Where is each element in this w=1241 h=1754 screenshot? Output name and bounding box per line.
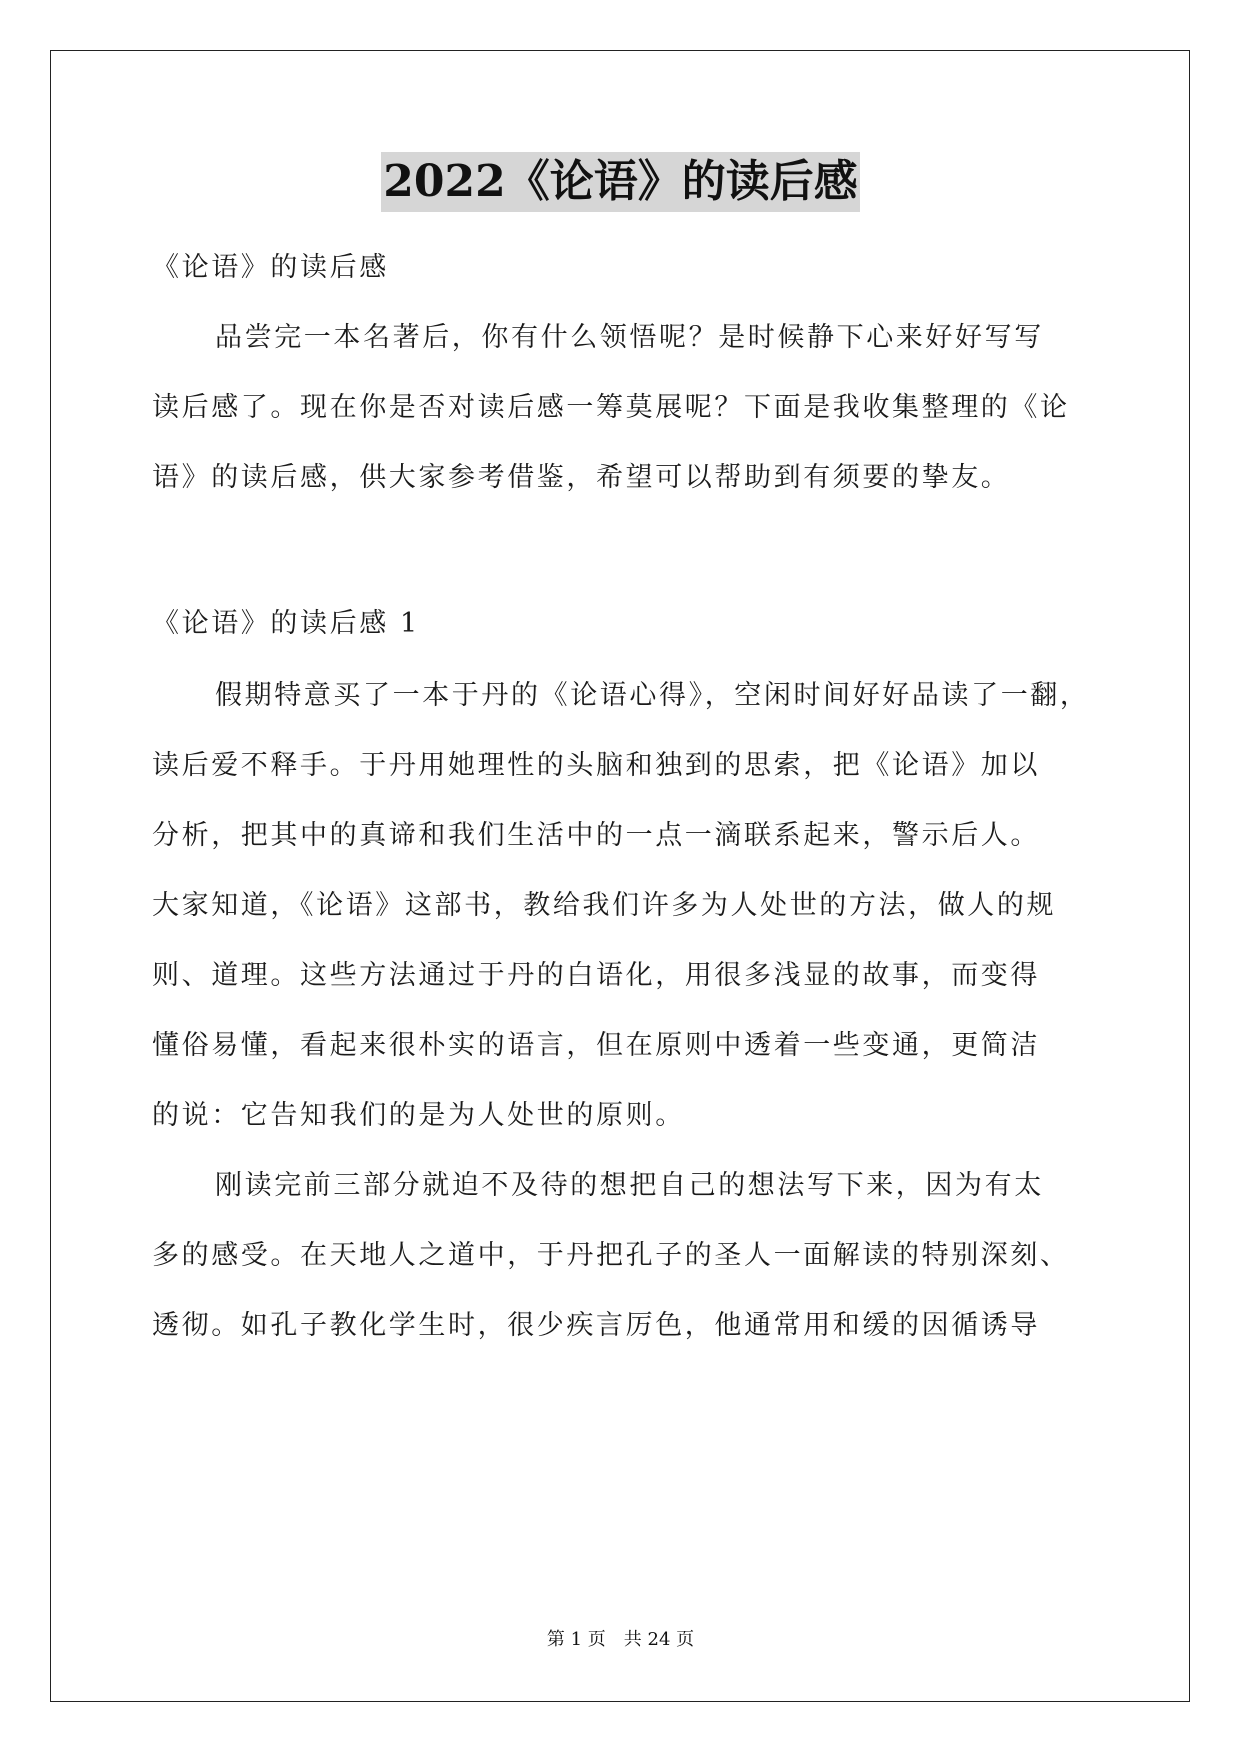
body-line: 分析，把其中的真谛和我们生活中的一点一滴联系起来，警示后人。 — [152, 820, 1040, 851]
title-container — [0, 152, 1241, 212]
page-border — [50, 50, 1190, 1702]
body-line: 则、道理。这些方法通过于丹的白语化，用很多浅显的故事，而变得 — [152, 960, 1040, 991]
subtitle-line: 《论语》的读后感 — [152, 252, 389, 283]
body-line: 大家知道，《论语》这部书，教给我们许多为人处世的方法，做人的规 — [152, 890, 1057, 921]
body-line: 读后感了。现在你是否对读后感一筹莫展呢？下面是我收集整理的《论 — [152, 392, 1070, 423]
page-number-footer: 第 1 页 共 24 页 — [546, 1629, 695, 1650]
body-line: 懂俗易懂，看起来很朴实的语言，但在原则中透着一些变通，更简洁 — [152, 1030, 1040, 1061]
document-title: 2022《论语》的读后感 — [381, 152, 859, 212]
body-line: 透彻。如孔子教化学生时，很少疾言厉色，他通常用和缓的因循诱导 — [152, 1310, 1040, 1341]
body-line: 品尝完一本名著后，你有什么领悟呢？是时候静下心来好好写写 — [215, 322, 1044, 353]
body-line: 的说：它告知我们的是为人处世的原则。 — [152, 1100, 685, 1131]
body-line: 假期特意买了一本于丹的《论语心得》，空闲时间好好品读了一翻， — [215, 680, 1090, 711]
body-line: 刚读完前三部分就迫不及待的想把自己的想法写下来，因为有太 — [215, 1170, 1044, 1201]
body-line: 语》的读后感，供大家参考借鉴，希望可以帮助到有须要的挚友。 — [152, 462, 1011, 493]
body-line: 多的感受。在天地人之道中，于丹把孔子的圣人一面解读的特别深刻、 — [152, 1240, 1070, 1271]
body-line: 读后爱不释手。于丹用她理性的头脑和独到的思索，把《论语》加以 — [152, 750, 1040, 781]
section-heading: 《论语》的读后感 1 — [152, 608, 420, 639]
